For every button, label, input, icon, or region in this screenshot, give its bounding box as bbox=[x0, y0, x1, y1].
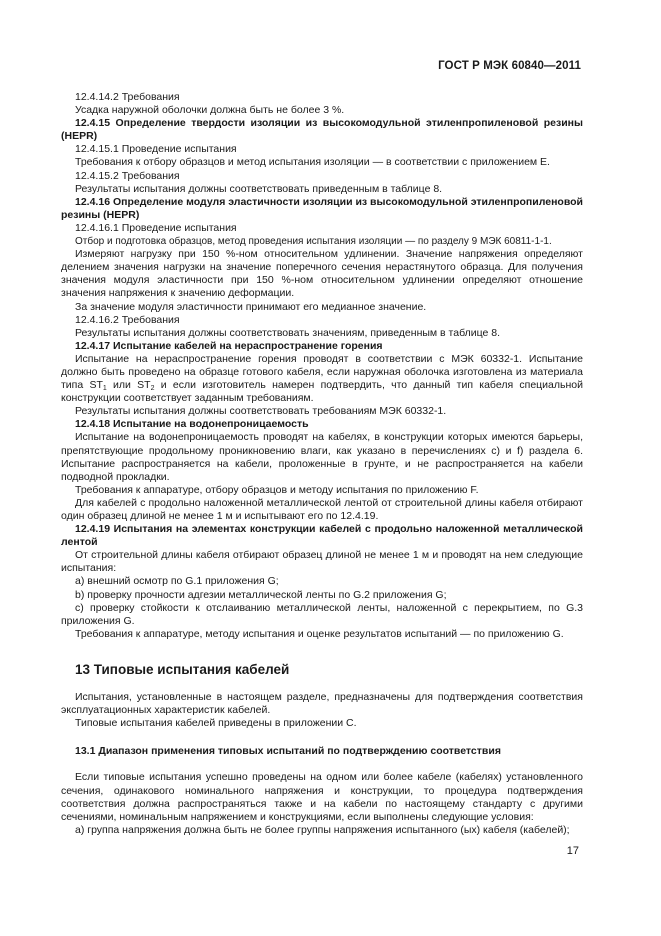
subscript: 2 bbox=[150, 385, 155, 393]
clause-12-4-19: 12.4.19 Испытания на элементах конструкции кабелей с продольно наложенной металлической лентой bbox=[61, 523, 583, 549]
text-fragment: и если изготовитель намерен подтвердить, что данный тип кабеля специальной конструкции соответствует заданным требованиям. bbox=[61, 379, 583, 405]
body-text: Требования к аппаратуре, методу испытания и оценке результатов испытаний — по приложению G. bbox=[75, 627, 564, 640]
body-text: Требования к аппаратуре, отбору образцов и методу испытания по приложению F. bbox=[75, 483, 479, 496]
clause-12-4-16-2: 12.4.16.2 Требования bbox=[75, 313, 180, 326]
section-13-title: 13 Типовые испытания кабелей bbox=[75, 661, 290, 677]
body-text: Испытания, установленные в настоящем разделе, предназначены для подтверждения соответствия эксплуатационных характеристик кабелей. bbox=[61, 691, 583, 717]
section-13-1-title: 13.1 Диапазон применения типовых испытаний по подтверждению соответствия bbox=[75, 745, 501, 758]
clause-12-4-15-1: 12.4.15.1 Проведение испытания bbox=[75, 143, 237, 156]
page-number: 17 bbox=[566, 845, 579, 857]
list-item-b: b) проверку прочности адгезии металлической ленты по G.2 приложения G; bbox=[75, 588, 447, 601]
clause-12-4-14-2: 12.4.14.2 Требования bbox=[75, 91, 180, 103]
body-text: Результаты испытания должны соответствовать значениям, приведенным в таблице 8. bbox=[75, 326, 501, 339]
body-text: Результаты испытания должны соответствовать приведенным в таблице 8. bbox=[75, 182, 443, 195]
body-text: Результаты испытания должны соответствовать требованиям МЭК 60332-1. bbox=[75, 405, 447, 418]
body-text: Требования к отбору образцов и метод испытания изоляции — в соответствии с приложением Е. bbox=[75, 156, 550, 169]
body-text-flame bbox=[61, 353, 583, 405]
body-text: Усадка наружной оболочки должна быть не более 3 %. bbox=[75, 104, 345, 117]
document-body bbox=[61, 91, 583, 837]
text-fragment: Испытание на нераспространение горения проводят в соответствии с МЭК 60332-1. Испытание должно быть проведено на образце готового кабеля, если наружная оболочка изготовлена из материала типа ST bbox=[61, 352, 583, 392]
body-text: Если типовые испытания успешно проведены на одном или более кабеле (кабелях) установленного сечения, одинакового номинального напряжения и конструкции, то процедура подтверждения соответствия должна распространяться также и на кабели по настоящему стандарту с другими сечениями, номинальным напряжением и конструкциями, если выполнены следующие условия: bbox=[61, 771, 583, 823]
clause-12-4-15: 12.4.15 Определение твердости изоляции из высокомодульной этиленпропиленовой резины (HEPR) bbox=[61, 117, 583, 143]
body-text: За значение модуля эластичности принимают его медианное значение. bbox=[75, 300, 427, 313]
text-fragment: или ST bbox=[106, 379, 151, 392]
list-item-a: а) группа напряжения должна быть не более группы напряжения испытанного (ых) кабеля (кабелей); bbox=[75, 823, 570, 836]
list-item-c: с) проверку стойкости к отслаиванию металлической ленты, наложенной с перекрытием, по G.3 приложения G. bbox=[61, 601, 583, 627]
subscript: 1 bbox=[102, 385, 107, 393]
clause-12-4-15-2: 12.4.15.2 Требования bbox=[75, 169, 180, 182]
clause-12-4-18: 12.4.18 Испытание на водонепроницаемость bbox=[75, 418, 309, 431]
body-text: От строительной длины кабеля отбирают образец длиной не менее 1 м и проводят на нем следующие испытания: bbox=[61, 549, 583, 575]
body-text: Измеряют нагрузку при 150 %-ном относительном удлинении. Значение напряжения определяют делением значения нагрузки на значение поперечного сечения нерастянутого образца. Для получения значения модуля эластичности при 150 %-ном относительном удлинении определяют отношение значения напряжения к значению деформации. bbox=[61, 248, 583, 300]
list-item-a: а) внешний осмотр по G.1 приложения G; bbox=[75, 575, 279, 588]
body-text: Типовые испытания кабелей приведены в приложении С. bbox=[75, 717, 357, 730]
clause-12-4-17: 12.4.17 Испытание кабелей на нераспространение горения bbox=[75, 339, 383, 352]
clause-12-4-16-1: 12.4.16.1 Проведение испытания bbox=[75, 221, 237, 234]
body-text: Испытание на водонепроницаемость проводят на кабелях, в конструкции которых имеются барьеры, препятствующие продольному проникновению влаги, как указано в перечислениях с) и f) раздела 6. Испытание распространяется на кабели, проложенные в грунте, и не распространяется на кабели подводной прокладки. bbox=[61, 431, 583, 483]
body-text: Отбор и подготовка образцов, метод проведения испытания изоляции — по разделу 9 МЭК 60811-1-1. bbox=[75, 236, 552, 248]
clause-12-4-16: 12.4.16 Определение модуля эластичности изоляции из высокомодульной этиленпропиленовой резины (HEPR) bbox=[61, 195, 584, 221]
body-text: Для кабелей с продольно наложенной металлической лентой от строительной длины кабеля отбирают один образец длиной не менее 1 м и испытывают его по 12.4.19. bbox=[61, 496, 583, 522]
standard-header: ГОСТ Р МЭК 60840—2011 bbox=[438, 60, 581, 72]
